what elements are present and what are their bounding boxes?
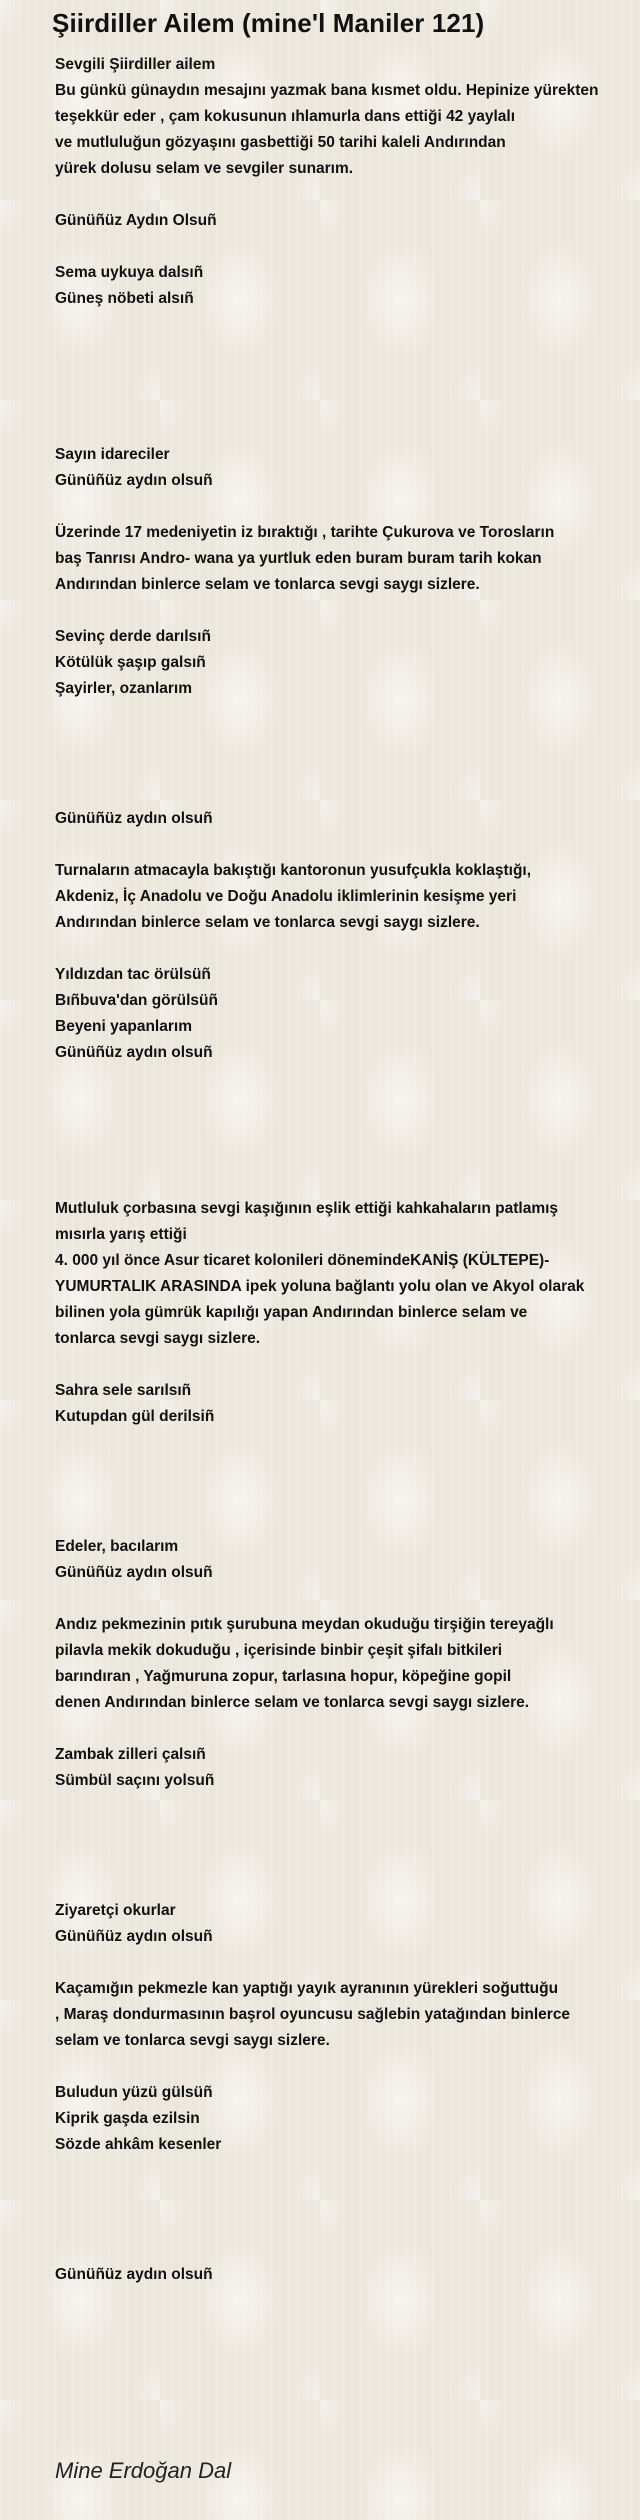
poem-line: Sümbül saçını yolsuñ [55,1772,215,1789]
author-signature: Mine Erdoğan Dal [55,2458,232,2483]
poem-line: Akdeniz, İç Anadolu ve Doğu Anadolu iklimlerinin kesişme yeri [55,888,517,905]
poem-line: Sahra sele sarılsıñ [55,1382,192,1399]
poem-line: , Maraş dondurmasının başrol oyuncusu sağlebin yatağından binlerce [55,2006,571,2023]
poem-line: Edeler, bacılarım [55,1538,179,1555]
blank-line [55,1144,625,1170]
blank-line [55,1456,625,1482]
page-title: Şiirdiller Ailem (mine'l Maniler 121) [52,8,485,38]
poem-line: Andırından binlerce selam ve tonlarca sevgi saygı sizlere. [55,914,480,931]
poem-line: Günüñüz Aydın Olsuñ [55,212,217,229]
blank-line [55,1170,625,1196]
poem-line: Şayirler, ozanlarım [55,680,192,697]
poem-line: Günüñüz aydın olsuñ [55,810,213,827]
poem-line: Kaçamığın pekmezle kan yaptığı yayık ayranının yürekleri soğuttuğu [55,1980,559,1997]
poem-line: Günüñüz aydın olsuñ [55,472,213,489]
blank-line [55,1118,625,1144]
poem-line: Buludun yüzü gülsüñ [55,2084,213,2101]
poem-line: pilavla mekik dokuduğu , içerisinde binbir çeşit şifalı bitkileri [55,1642,503,1659]
blank-line [55,598,625,624]
poem-line: Sema uykuya dalsıñ [55,264,204,281]
blank-line [55,364,625,390]
blank-line [55,936,625,962]
poem-line: ve mutluluğun gözyaşını gasbettiği 50 tarihi kaleli Andırından [55,134,506,151]
blank-line [55,1092,625,1118]
poem-line: Turnaların atmacayla bakıştığı kantoronun yusufçukla koklaştığı, [55,862,532,879]
poem-line: barındıran , Yağmuruna zopur, tarlasına hopur, köpeğine gopil [55,1668,512,1685]
blank-line [55,1066,625,1092]
blank-line [55,2236,625,2262]
poem-line: Sözde ahkâm kesenler [55,2136,222,2153]
poem-line: yürek dolusu selam ve sevgiler sunarım. [55,160,354,177]
poem-line: teşekkür eder , çam kokusunun ıhlamurla dans ettiği 42 yaylalı [55,108,516,125]
poem-line: mısırla yarış ettiği [55,1226,187,1243]
blank-line [55,1352,625,1378]
blank-line [55,338,625,364]
blank-line [55,1586,625,1612]
blank-line [55,728,625,754]
poem-line: Günüñüz aydın olsuñ [55,1928,213,1945]
blank-line [55,1846,625,1872]
poem-line: Bu günkü günaydın mesajını yazmak bana kısmet oldu. Hepinize yürekten [55,82,599,99]
poem-line: Zambak zilleri çalsıñ [55,1746,206,1763]
blank-line [55,390,625,416]
blank-line [55,182,625,208]
poem-line: YUMURTALIK ARASINDA ipek yoluna bağlantı yolu olan ve Akyol olarak [55,1278,585,1295]
poem-line: 4. 000 yıl önce Asur ticaret kolonileri dönemindeKANİŞ (KÜLTEPE)- [55,1252,550,1269]
blank-line [55,416,625,442]
blank-line [55,312,625,338]
poem-line: Andırından binlerce selam ve tonlarca sevgi saygı sizlere. [55,576,480,593]
blank-line [55,1482,625,1508]
poem-line: Andız pekmezinin pıtık şurubuna meydan okuduğu tirşiğin tereyağlı [55,1616,554,1633]
blank-line [55,1508,625,1534]
blank-line [55,1872,625,1898]
poem-line: Sayın idareciler [55,446,170,463]
blank-line [55,832,625,858]
blank-line [55,754,625,780]
poem-line: Ziyaretçi okurlar [55,1902,176,1919]
blank-line [55,702,625,728]
blank-line [55,1716,625,1742]
blank-line [55,2184,625,2210]
poem-line: Kiprik gaşda ezilsin [55,2110,200,2127]
blank-line [55,2210,625,2236]
poem-line: Sevgili Şiirdiller ailem [55,56,216,73]
poem-line: Günüñüz aydın olsuñ [55,1044,213,1061]
blank-line [55,494,625,520]
poem-line: Bıñbuva'dan görülsüñ [55,992,218,1009]
blank-line [55,1950,625,1976]
poem-line: Sevinç derde darılsıñ [55,628,211,645]
blank-line [55,780,625,806]
poem-line: Günüñüz aydın olsuñ [55,2266,213,2283]
blank-line [55,1430,625,1456]
poem-line: baş Tanrısı Andro- wana ya yurtluk eden buram buram tarih kokan [55,550,542,567]
blank-line [55,1794,625,1820]
poem-line: Kutupdan gül derilsiñ [55,1408,215,1425]
poem-line: Günüñüz aydın olsuñ [55,1564,213,1581]
poem-line: Üzerinde 17 medeniyetin iz bıraktığı , tarihte Çukurova ve Torosların [55,524,555,541]
blank-line [55,2158,625,2184]
poem-line: Mutluluk çorbasına sevgi kaşığının eşlik ettiği kahkahaların patlamış [55,1200,559,1217]
blank-line [55,1820,625,1846]
poem-body [55,52,625,2288]
poem-line: selam ve tonlarca sevgi saygı sizlere. [55,2032,330,2049]
blank-line [55,234,625,260]
blank-line [55,2054,625,2080]
poem-line: Beyeni yapanlarım [55,1018,192,1035]
poem-line: Güneş nöbeti alsıñ [55,290,194,307]
poem-line: Kötülük şaşıp galsıñ [55,654,206,671]
poem-line: denen Andırından binlerce selam ve tonlarca sevgi saygı sizlere. [55,1694,530,1711]
poem-line: bilinen yola gümrük kapılığı yapan Andırından binlerce selam ve [55,1304,528,1321]
poem-line: Yıldızdan tac örülsüñ [55,966,211,983]
poem-line: tonlarca sevgi saygı sizlere. [55,1330,261,1347]
